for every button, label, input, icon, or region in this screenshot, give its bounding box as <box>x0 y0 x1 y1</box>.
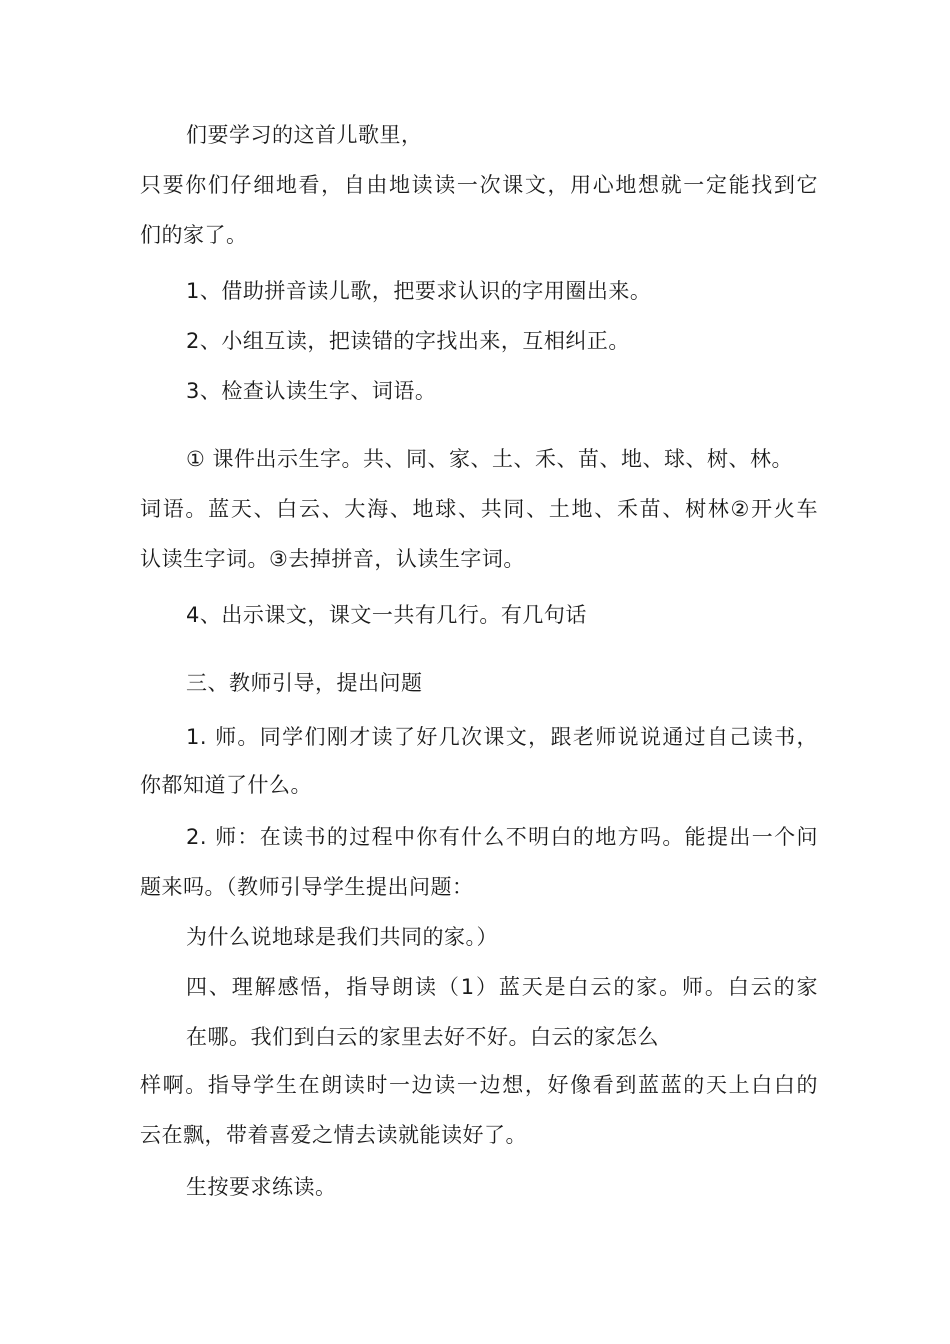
text-line: 在哪。我们到白云的家里去好不好。白云的家怎么 <box>186 1025 659 1049</box>
text-line: 词语。蓝天、白云、大海、地球、共同、土地、禾苗、树林②开火车 <box>140 497 818 521</box>
text-line: 样啊。指导学生在朗读时一边读一边想，好像看到蓝蓝的天上白白的 <box>140 1073 818 1097</box>
list-item: 2、小组互读，把读错的字找出来，互相纠正。 <box>186 329 630 353</box>
text-line: 题来吗。（教师引导学生提出问题： <box>140 875 474 899</box>
text-line: 只要你们仔细地看，自由地读读一次课文，用心地想就一定能找到它 <box>140 173 818 197</box>
text-line: 云在飘，带着喜爱之情去读就能读好了。 <box>140 1123 527 1147</box>
text-line: 1. 师。同学们刚才读了好几次课文，跟老师说说通过自己读书， <box>186 725 818 749</box>
text-line: 们的家了。 <box>140 223 248 247</box>
text-line: 们要学习的这首儿歌里， <box>186 123 423 147</box>
text-line: 认读生字词。③去掉拼音，认读生字词。 <box>140 547 525 571</box>
text-line: ① 课件出示生字。共、同、家、土、禾、苗、地、球、树、林。 <box>186 447 793 471</box>
text-line: 你都知道了什么。 <box>140 773 312 797</box>
text-line: 2. 师：在读书的过程中你有什么不明白的地方吗。能提出一个问 <box>186 825 818 849</box>
text-line: 为什么说地球是我们共同的家。） <box>186 925 498 949</box>
list-item: 1、借助拼音读儿歌，把要求认识的字用圈出来。 <box>186 279 652 303</box>
section-heading: 四、理解感悟，指导朗读（1）蓝天是白云的家。师。白云的家 <box>186 975 818 999</box>
text-line: 生按要求练读。 <box>186 1175 337 1199</box>
list-item: 3、检查认读生字、词语。 <box>186 379 437 403</box>
list-item: 4、出示课文，课文一共有几行。有几句话 <box>186 603 587 627</box>
section-heading: 三、教师引导，提出问题 <box>186 671 423 695</box>
